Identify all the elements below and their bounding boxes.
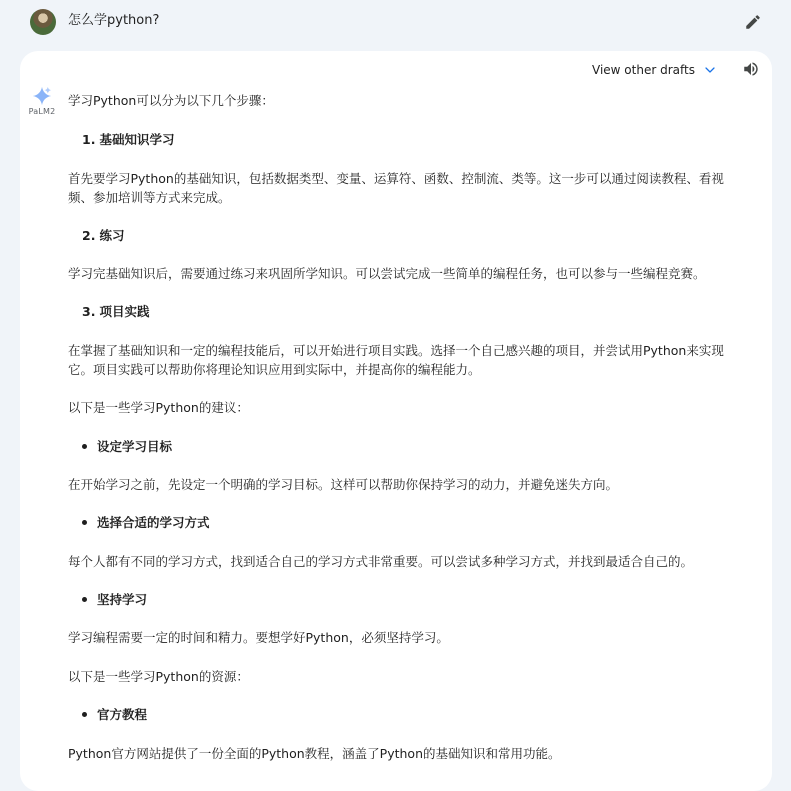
- suggestion-item: [82, 590, 147, 609]
- resource-item: [82, 705, 147, 724]
- suggestion-text: 在开始学习之前，先设定一个明确的学习目标。这样可以帮助你保持学习的动力，并避免迷失方向。: [68, 477, 619, 492]
- step-text-line: 首先要学习Python的基础知识，包括数据类型、变量、运算符、函数、控制流、类等。这一步可以通过阅读教程、看视: [68, 171, 724, 186]
- listen-button[interactable]: [740, 58, 762, 80]
- step-text-line: 在掌握了基础知识和一定的编程技能后，可以开始进行项目实践。选择一个自己感兴趣的项目，并尝试用Python来实现: [68, 343, 724, 358]
- step-heading: [82, 226, 124, 245]
- suggestion-item: [82, 437, 172, 456]
- speaker-icon: [742, 60, 760, 78]
- prompt-text: 怎么学python?: [68, 13, 160, 28]
- suggestion-text: 每个人都有不同的学习方式，找到适合自己的学习方式非常重要。可以尝试多种学习方式，并找到最适合自己的。: [68, 554, 694, 569]
- step-text-line: 学习完基础知识后，需要通过练习来巩固所学知识。可以尝试完成一些简单的编程任务，也可以参与一些编程竞赛。: [68, 266, 706, 281]
- user-avatar: [30, 9, 56, 35]
- resource-title: 官方教程: [97, 707, 148, 722]
- step-number: 1.: [82, 132, 96, 147]
- step-heading: [82, 302, 149, 321]
- suggestion-title: 坚持学习: [97, 592, 148, 607]
- suggestions-intro: 以下是一些学习Python的建议：: [68, 400, 249, 415]
- step-number: 3.: [82, 304, 96, 319]
- view-other-drafts-button[interactable]: [592, 59, 717, 81]
- resources-intro: 以下是一些学习Python的资源：: [68, 669, 249, 684]
- bullet-dot: [82, 444, 87, 449]
- user-prompt-row: [0, 0, 791, 44]
- pencil-icon: [744, 13, 762, 31]
- bullet-dot: [82, 597, 87, 602]
- view-other-drafts-label: View other drafts: [592, 63, 695, 77]
- bullet-dot: [82, 520, 87, 525]
- response-intro: 学习Python可以分为以下几个步骤：: [68, 93, 274, 108]
- step-text-line: 频、参加培训等方式来完成。: [68, 190, 231, 205]
- chevron-down-icon: [703, 63, 717, 77]
- suggestion-text: 学习编程需要一定的时间和精力。要想学好Python，必须坚持学习。: [68, 630, 449, 645]
- model-name: PaLM2: [28, 107, 56, 116]
- suggestion-title: 选择合适的学习方式: [97, 515, 210, 530]
- step-title: 基础知识学习: [99, 132, 175, 147]
- step-title: 项目实践: [99, 304, 150, 319]
- edit-prompt-button[interactable]: [742, 11, 764, 33]
- suggestion-title: 设定学习目标: [97, 439, 173, 454]
- sparkle-icon: [32, 86, 52, 106]
- resource-text: Python官方网站提供了一份全面的Python教程，涵盖了Python的基础知识和常用功能。: [68, 746, 561, 761]
- step-number: 2.: [82, 228, 96, 243]
- model-badge: [28, 86, 56, 116]
- suggestion-item: [82, 513, 210, 532]
- step-text-line: 它。项目实践可以帮助你将理论知识应用到实际中，并提高你的编程能力。: [68, 362, 481, 377]
- step-heading: [82, 130, 174, 149]
- bullet-dot: [82, 712, 87, 717]
- step-title: 练习: [99, 228, 125, 243]
